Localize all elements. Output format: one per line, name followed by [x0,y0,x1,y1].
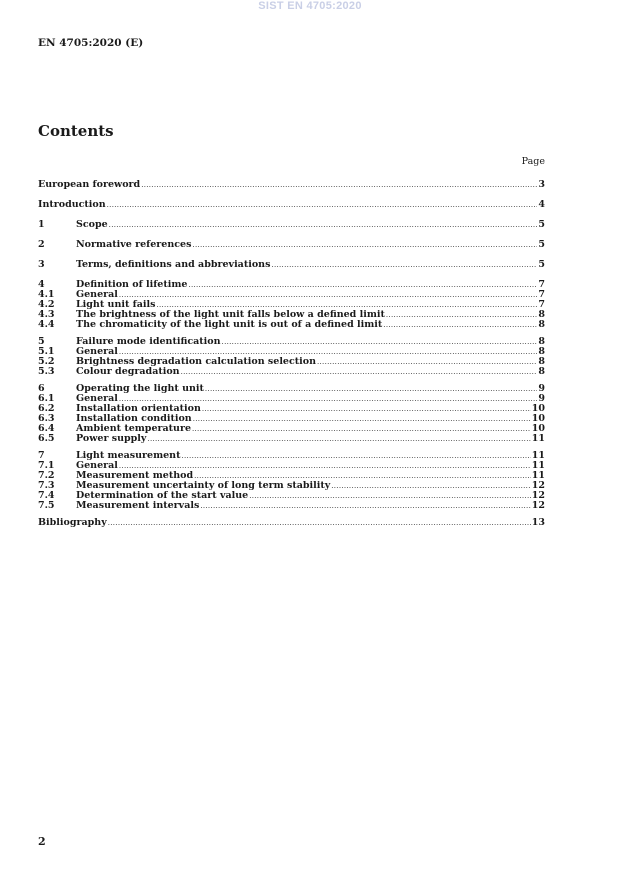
toc-entry-label: Measurement intervals [76,500,200,511]
toc-entry-page: 8 [538,319,545,330]
toc-entry-label: Installation condition [76,413,192,424]
toc-entry-page: 7 [538,279,545,290]
toc-entry-introduction[interactable] [38,200,545,210]
toc-entry-number: 6 [38,383,45,394]
toc-entry-number: 5.1 [38,346,55,357]
toc-entry-page: 5 [538,219,545,230]
toc-leader-dots [249,491,531,501]
toc-entry-number: 4.2 [38,299,55,310]
toc-entry-number: 6.1 [38,393,55,404]
toc-leader-dots [181,367,538,377]
toc-leader-dots [386,310,537,320]
toc-entry-page: 7 [538,299,545,310]
toc-entry-5-3[interactable] [38,367,545,377]
toc-leader-dots [192,240,537,250]
toc-leader-dots [192,424,531,434]
toc-entry-label: General [76,393,118,404]
watermark: SIST EN 4705:2020 [258,0,362,12]
toc-entry-page: 8 [538,309,545,320]
toc-entry-4-4[interactable] [38,320,545,330]
toc-entry-page: 8 [538,336,545,347]
toc-entry-page: 5 [538,259,545,270]
toc-leader-dots [181,451,530,461]
toc-entry-page: 10 [531,413,545,424]
toc-entry-page: 13 [531,517,545,528]
toc-leader-dots [317,357,537,367]
toc-entry-page: 9 [538,383,545,394]
toc-entry-number: 5.3 [38,366,55,377]
toc-entry-label: Colour degradation [76,366,180,377]
toc-entry-label: Installation orientation [76,403,201,414]
document-header: EN 4705:2020 (E) [38,37,144,49]
toc-entry-page: 8 [538,366,545,377]
toc-entry-label: General [76,346,118,357]
toc-entry-number: 7.1 [38,460,55,471]
toc-entry-label: Power supply [76,433,147,444]
toc-entry-number: 7.4 [38,490,55,501]
toc-entry-label: Ambient temperature [76,423,191,434]
toc-entry-label: Brightness degradation calculation selection [76,356,316,367]
toc-leader-dots [147,434,530,444]
toc-entry-number: 4 [38,279,45,290]
toc-entry-label: Failure mode identification [76,336,221,347]
toc-entry-page: 9 [538,393,545,404]
toc-entry-number: 5.2 [38,356,55,367]
toc-leader-dots [193,414,531,424]
toc-leader-dots [107,200,538,210]
toc-entry-label: Terms, definitions and abbreviations [76,259,271,270]
toc-entry-european-foreword[interactable] [38,180,545,190]
toc-entry-bibliography[interactable] [38,518,545,528]
toc-entry-number: 4.1 [38,289,55,300]
toc-entry-label: Light measurement [76,450,181,461]
toc-leader-dots [109,220,538,230]
toc-entry-page: 10 [531,423,545,434]
toc-entry-label: Normative references [76,239,192,250]
toc-entry-label: Measurement method [76,470,194,481]
toc-leader-dots [383,320,537,330]
toc-entry-label: European foreword [38,179,141,190]
toc-leader-dots [222,337,538,347]
toc-leader-dots [202,404,531,414]
toc-entry-number: 6.3 [38,413,55,424]
toc-entry-label: Definition of lifetime [76,279,188,290]
toc-entry-6-5[interactable] [38,434,545,444]
toc-entry-label: Introduction [38,199,106,210]
toc-entry-page: 4 [538,199,545,210]
toc-leader-dots [188,280,537,290]
toc-entry-7-5[interactable] [38,501,545,511]
toc-entry-label: The brightness of the light unit falls below a defined limit [76,309,385,320]
toc-entry-label: General [76,289,118,300]
toc-entry-number: 7.3 [38,480,55,491]
toc-leader-dots [108,518,531,528]
page-number: 2 [38,835,46,848]
toc-entry-page: 10 [531,403,545,414]
toc-entry-label: Determination of the start value [76,490,249,501]
toc-leader-dots [205,384,537,394]
toc-entry-number: 1 [38,219,45,230]
toc-entry-page: 8 [538,346,545,357]
toc-leader-dots [200,501,530,511]
toc-entry-number: 4.3 [38,309,55,320]
toc-entry-page: 12 [531,490,545,501]
contents-title: Contents [38,122,114,140]
toc-leader-dots [271,260,537,270]
page-column-label: Page [521,156,545,167]
toc-entry-number: 3 [38,259,45,270]
toc-entry-page: 11 [531,460,545,471]
toc-entry-2[interactable] [38,240,545,250]
toc-entry-3[interactable] [38,260,545,270]
toc-entry-page: 11 [531,450,545,461]
toc-entry-page: 7 [538,289,545,300]
toc-entry-page: 5 [538,239,545,250]
toc-entry-number: 7.2 [38,470,55,481]
toc-entry-label: Scope [76,219,108,230]
toc-entry-label: General [76,460,118,471]
toc-entry-number: 6.2 [38,403,55,414]
toc-entry-label: Bibliography [38,517,107,528]
toc-entry-label: Light unit fails [76,299,156,310]
toc-entry-number: 5 [38,336,45,347]
toc-entry-label: Operating the light unit [76,383,204,394]
toc-entry-label: The chromaticity of the light unit is out of a defined limit [76,319,383,330]
toc-entry-page: 11 [531,470,545,481]
toc-entry-number: 4.4 [38,319,55,330]
toc-entry-page: 12 [531,500,545,511]
toc-entry-page: 3 [538,179,545,190]
toc-entry-label: Measurement uncertainty of long term stability [76,480,331,491]
table-of-contents [38,180,545,528]
toc-entry-number: 6.4 [38,423,55,434]
toc-entry-1[interactable] [38,220,545,230]
toc-leader-dots [141,180,537,190]
toc-entry-page: 12 [531,480,545,491]
toc-entry-page: 11 [531,433,545,444]
toc-leader-dots [331,481,531,491]
toc-leader-dots [119,290,537,300]
toc-entry-number: 7.5 [38,500,55,511]
toc-entry-number: 2 [38,239,45,250]
toc-entry-number: 7 [38,450,45,461]
toc-entry-page: 8 [538,356,545,367]
toc-entry-number: 6.5 [38,433,55,444]
